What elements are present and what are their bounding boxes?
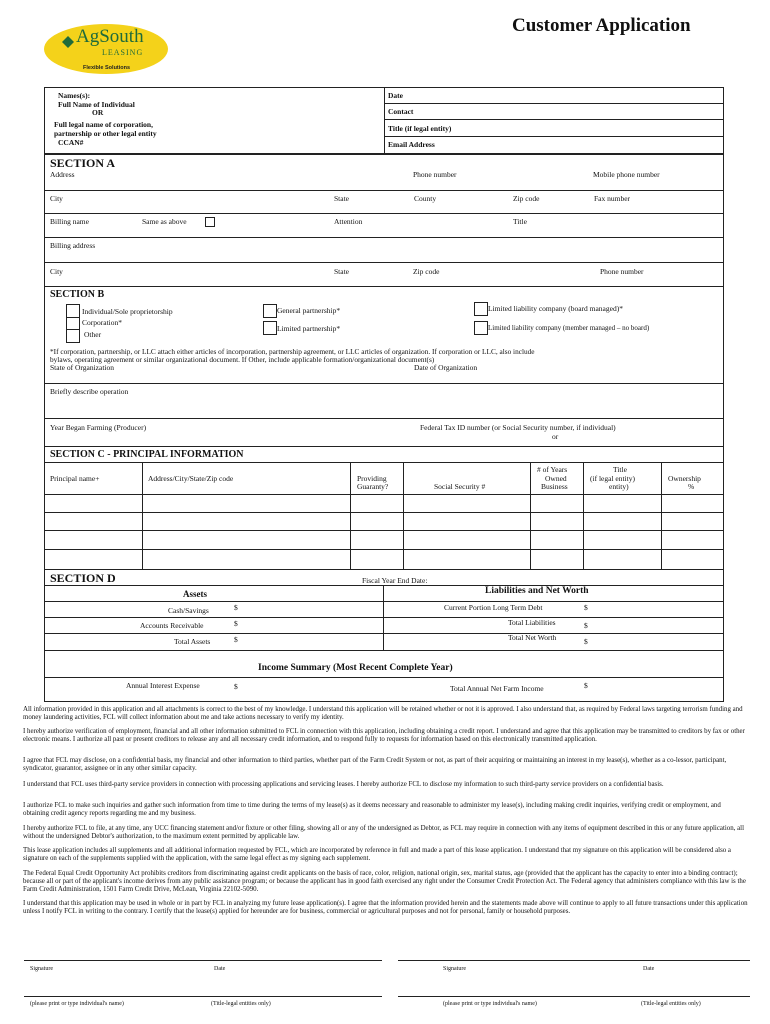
- net-worth-dollar: $: [584, 637, 588, 646]
- liabilities-heading: Liabilities and Net Worth: [485, 586, 589, 596]
- legal-name-label-2: partnership or other legal entity: [54, 129, 157, 138]
- tax-id-label: Federal Tax ID number (or Social Security number, if individual): [420, 423, 616, 432]
- col-title-2: (if legal entity): [590, 474, 635, 483]
- col-title-3: entity): [609, 482, 629, 491]
- mobile-label: Mobile phone number: [593, 170, 660, 179]
- llc-member-checkbox[interactable]: [474, 321, 488, 335]
- col-ownership-1: Ownership: [668, 474, 701, 483]
- limited-partnership-label: Limited partnership*: [277, 324, 341, 333]
- page-title: Customer Application: [512, 15, 691, 36]
- same-as-above-checkbox[interactable]: [205, 217, 215, 227]
- entity-title-label: Title (if legal entity): [388, 124, 452, 133]
- or-label: OR: [92, 108, 104, 117]
- table-row: [44, 549, 723, 550]
- col-years-1: # of Years: [537, 465, 568, 474]
- billing-zip-label: Zip code: [413, 267, 440, 276]
- current-ltd-label: Current Portion Long Term Debt: [444, 603, 543, 612]
- describe-operation-label: Briefly describe operation: [50, 387, 129, 396]
- table-row: [44, 530, 723, 531]
- city-label: City: [50, 194, 63, 203]
- corporation-label: Corporation*: [82, 318, 122, 327]
- terms-paragraph: I authorize FCL to make such inquiries and gather such information from time to time during the terms of my lease(s) as it deems necessary and reasonable to administer my lease(s), including making credit inquiries, verifying credit or employment, and obtaining credit agency reports regarding me and my business.: [23, 802, 721, 818]
- logo-text: AgSouth: [76, 26, 144, 47]
- email-label: Email Address: [388, 140, 435, 149]
- general-partnership-label: General partnership*: [277, 306, 341, 315]
- receivable-dollar: $: [234, 619, 238, 628]
- total-liabilities-dollar: $: [584, 621, 588, 630]
- llc-member-label: Limited liability company (member managed – no board): [488, 324, 650, 332]
- total-assets-label: Total Assets: [174, 637, 211, 646]
- state-label: State: [334, 194, 349, 203]
- net-farm-income-dollar: $: [584, 681, 588, 690]
- logo-subtext: LEASING: [102, 48, 144, 57]
- terms-paragraph: I understand that this application may be used in whole or in part by FCL in analyzing my future lease application(s). I agree that the information provided herein and the statements made above will continue to apply to all future transactions under this application unless I notify FCL in writing to the contrary. I certify that the lease(s) applied for hereunder are for business, commercial or agricultural purposes and not for personal, family or household purposes.: [23, 900, 748, 916]
- year-began-label: Year Began Farming (Producer): [50, 423, 147, 432]
- date-label-2: Date: [643, 966, 655, 972]
- date-of-organization-label: Date of Organization: [414, 363, 478, 372]
- entity-note-line-2: bylaws, operating agreement or similar organizational document. If Other, include applicable formation/organizational document(s): [50, 355, 435, 364]
- title-legal-label-1: (Title-legal entities only): [211, 1001, 271, 1007]
- interest-expense-label: Annual Interest Expense: [126, 681, 200, 690]
- title-label: Title: [513, 217, 527, 226]
- fiscal-year-label: Fiscal Year End Date:: [362, 576, 428, 585]
- attention-label: Attention: [334, 217, 363, 226]
- llc-board-checkbox[interactable]: [474, 302, 488, 316]
- col-principal-name: Principal name+: [50, 474, 100, 483]
- net-farm-income-label: Total Annual Net Farm Income: [450, 684, 544, 693]
- county-label: County: [414, 194, 437, 203]
- logo-tagline: Flexible Solutions: [83, 65, 131, 71]
- net-worth-label: Total Net Worth: [508, 633, 557, 642]
- title-legal-label-2: (Title-legal entities only): [641, 1001, 701, 1007]
- phone-label: Phone number: [413, 170, 457, 179]
- billing-city-label: City: [50, 267, 63, 276]
- terms-paragraph: I understand that FCL uses third-party service providers in connection with processing applications and servicing leases. I hereby authorize FCL to disclose my information to such third-party service providers on a confidential basis.: [23, 781, 664, 788]
- other-checkbox[interactable]: [66, 329, 80, 343]
- terms-paragraph: This lease application includes all supplements and all additional information requested by FCL, which are incorporated by reference in full and made a part of this lease application. I understand that my signature on this application will be considered also a signature on each of the supplements supplied with the application, with the same legal effect as my signing each supplement.: [23, 847, 731, 863]
- llc-board-label: Limited liability company (board managed)*: [488, 304, 623, 313]
- interest-expense-dollar: $: [234, 682, 238, 691]
- terms-paragraph: I hereby authorize FCL to file, at any time, any UCC financing statement and/or fixture or other filing, showing all or any of the undersigned as Debtor, as FCL may require in connection with any items of equipment described in this or any future application, all without the undersigned Debtor's authorization, to the maximum extent permitted by applicable law.: [23, 825, 745, 841]
- assets-heading: Assets: [183, 589, 207, 599]
- billing-name-label: Billing name: [50, 217, 89, 226]
- billing-state-label: State: [334, 267, 349, 276]
- same-as-above-label: Same as above: [142, 217, 187, 226]
- state-of-organization-label: State of Organization: [50, 363, 115, 372]
- section-a-heading: SECTION A: [50, 156, 116, 170]
- current-ltd-dollar: $: [584, 603, 588, 612]
- ccan-label: CCAN#: [58, 138, 84, 147]
- col-guaranty-1: Providing: [357, 474, 387, 483]
- terms-paragraph: I agree that FCL may disclose, on a confidential basis, my financial and other information to third parties, whether part of the Farm Credit System or not, as part of their acquiring or maintaining an interest in my lease(s), whether as a co-lessor, participant, syndicator, guarantor, assignee or in any other similar capacity.: [23, 757, 727, 773]
- income-summary-heading: Income Summary (Most Recent Complete Year): [258, 663, 453, 673]
- total-assets-dollar: $: [234, 635, 238, 644]
- billing-address-label: Billing address: [50, 241, 96, 250]
- date-label-1: Date: [214, 966, 226, 972]
- cash-dollar: $: [234, 603, 238, 612]
- cash-label: Cash/Savings: [168, 606, 209, 615]
- general-partnership-checkbox[interactable]: [263, 304, 277, 318]
- billing-phone-label: Phone number: [600, 267, 644, 276]
- limited-partnership-checkbox[interactable]: [263, 321, 277, 335]
- table-row: [44, 512, 723, 513]
- total-liabilities-label: Total Liabilities: [508, 618, 556, 627]
- section-c-heading: SECTION C - PRINCIPAL INFORMATION: [50, 449, 244, 460]
- signature-label-1: Signature: [30, 966, 53, 972]
- col-ownership-2: %: [688, 482, 695, 491]
- names-label: Names(s):: [58, 91, 91, 100]
- col-ssn: Social Security #: [434, 482, 486, 491]
- legal-name-label-1: Full legal name of corporation,: [54, 120, 153, 129]
- contact-label: Contact: [388, 107, 414, 116]
- individual-label: Individual/Sole proprietorship: [82, 307, 173, 316]
- name-field[interactable]: [190, 90, 384, 150]
- date-label: Date: [388, 91, 403, 100]
- col-guaranty-2: Guaranty?: [357, 482, 389, 491]
- full-name-label: Full Name of Individual: [58, 100, 135, 109]
- tax-id-or-label: or: [552, 432, 559, 441]
- other-label: Other: [84, 330, 102, 339]
- address-label: Address: [50, 170, 75, 179]
- zip-label: Zip code: [513, 194, 540, 203]
- receivable-label: Accounts Receivable: [140, 621, 204, 630]
- individual-checkbox[interactable]: [66, 304, 80, 318]
- col-years-2: Owned: [545, 474, 567, 483]
- print-name-label-1: (please print or type individual's name): [30, 1001, 124, 1007]
- section-d-heading: SECTION D: [50, 571, 116, 585]
- print-name-label-2: (please print or type individual's name): [443, 1001, 537, 1007]
- col-years-3: Business: [541, 482, 568, 491]
- terms-paragraph: I hereby authorize verification of employment, financial and all other information submitted to FCL in connection with this application, including obtaining a credit report. I understand and agree that this application may be transmitted to creditors by fax or other electronic means. I authorize all past or present creditors to release any and all necessary credit information, and to respond fully to requests for information based on this electronically transmitted application.: [23, 728, 745, 744]
- company-logo: [44, 22, 172, 80]
- terms-paragraph: All information provided in this application and all attachments is correct to the best of my knowledge. I understand this application will be retained whether or not it is approved. I also understand that, as required by Federal laws targeting terrorism funding and money laundering activities, FCL will collect information about me and take actions necessary to verify my identity.: [23, 706, 743, 722]
- fax-label: Fax number: [594, 194, 631, 203]
- entity-note-line-1: *If corporation, partnership, or LLC attach either articles of incorporation, partnership agreement, or LLC articles of organization. If corporation or LLC, also include: [50, 347, 535, 356]
- col-address: Address/City/State/Zip code: [148, 474, 234, 483]
- col-title-1: Title: [613, 465, 627, 474]
- terms-paragraph: The Federal Equal Credit Opportunity Act prohibits creditors from discriminating against credit applicants on the basis of race, color, religion, national origin, sex, marital status, age (provided that the applicant has the capacity to enter into a binding contract); because all or part of the applicant's income derives from any public assistance program; or because the applicant has in good faith exercised any right under the Consumer Credit Protection Act. The Federal agency that administers compliance with this law is the Farm Credit Administration, 1501 Farm Credit Drive, McLean, Virginia 22102-5090.: [23, 870, 746, 894]
- section-b-heading: SECTION B: [50, 289, 105, 300]
- signature-label-2: Signature: [443, 966, 466, 972]
